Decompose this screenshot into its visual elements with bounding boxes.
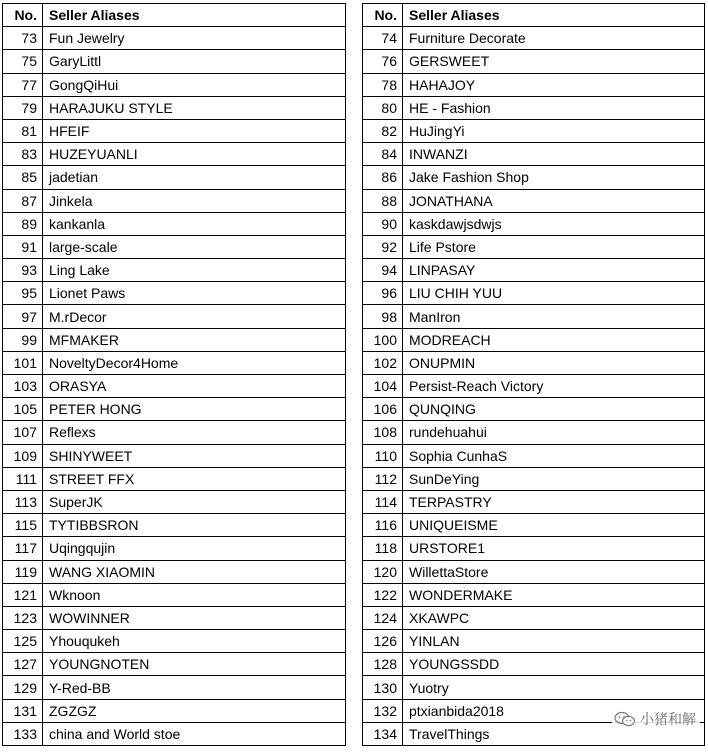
row-number: 121 <box>3 583 43 606</box>
table-row <box>3 282 346 305</box>
header-seller-aliases: Seller Aliases <box>43 4 346 27</box>
table-row <box>3 653 346 676</box>
table-row <box>3 166 346 189</box>
row-number: 89 <box>3 212 43 235</box>
seller-alias: Y-Red-BB <box>43 676 346 699</box>
seller-alias: GongQiHui <box>43 73 346 96</box>
row-number: 90 <box>363 212 403 235</box>
seller-alias: kaskdawjsdwjs <box>403 212 705 235</box>
seller-alias: HAHAJOY <box>403 73 705 96</box>
seller-alias: YOUNGSSDD <box>403 653 705 676</box>
seller-alias: STREET FFX <box>43 467 346 490</box>
seller-alias: ManIron <box>403 305 705 328</box>
seller-alias: ptxianbida2018 <box>403 699 705 722</box>
seller-alias: Yhouqukeh <box>43 630 346 653</box>
seller-alias: YINLAN <box>403 630 705 653</box>
row-number: 100 <box>363 328 403 351</box>
seller-alias: HUZEYUANLI <box>43 143 346 166</box>
table-row <box>363 282 705 305</box>
row-number: 116 <box>363 514 403 537</box>
row-number: 130 <box>363 676 403 699</box>
row-number: 102 <box>363 351 403 374</box>
seller-alias: Ling Lake <box>43 259 346 282</box>
seller-alias: Reflexs <box>43 421 346 444</box>
seller-alias: Fun Jewelry <box>43 27 346 50</box>
seller-alias: SHINYWEET <box>43 444 346 467</box>
seller-alias: SunDeYing <box>403 467 705 490</box>
seller-alias: Wknoon <box>43 583 346 606</box>
table-row <box>3 375 346 398</box>
row-number: 96 <box>363 282 403 305</box>
seller-alias: QUNQING <box>403 398 705 421</box>
row-number: 114 <box>363 490 403 513</box>
seller-alias: ZGZGZ <box>43 699 346 722</box>
row-number: 124 <box>363 606 403 629</box>
table-row <box>3 537 346 560</box>
seller-alias: ONUPMIN <box>403 351 705 374</box>
seller-alias: rundehuahui <box>403 421 705 444</box>
table-row <box>363 653 705 676</box>
row-number: 108 <box>363 421 403 444</box>
table-row <box>363 444 705 467</box>
row-number: 111 <box>3 467 43 490</box>
seller-alias: Uqingqujin <box>43 537 346 560</box>
row-number: 83 <box>3 143 43 166</box>
row-number: 84 <box>363 143 403 166</box>
row-number: 80 <box>363 96 403 119</box>
row-number: 78 <box>363 73 403 96</box>
seller-alias: URSTORE1 <box>403 537 705 560</box>
seller-alias: WillettaStore <box>403 560 705 583</box>
seller-alias: SuperJK <box>43 490 346 513</box>
table-row <box>363 375 705 398</box>
seller-alias: XKAWPC <box>403 606 705 629</box>
seller-alias: Persist-Reach Victory <box>403 375 705 398</box>
seller-alias: LIU CHIH YUU <box>403 282 705 305</box>
row-number: 115 <box>3 514 43 537</box>
table-row <box>363 189 705 212</box>
row-number: 99 <box>3 328 43 351</box>
row-number: 74 <box>363 27 403 50</box>
row-number: 82 <box>363 119 403 142</box>
row-number: 91 <box>3 235 43 258</box>
table-row <box>363 421 705 444</box>
seller-alias: HARAJUKU STYLE <box>43 96 346 119</box>
row-number: 79 <box>3 96 43 119</box>
table-row <box>3 699 346 722</box>
row-number: 129 <box>3 676 43 699</box>
table-row <box>3 328 346 351</box>
table-row <box>3 212 346 235</box>
wechat-icon <box>614 711 636 727</box>
row-number: 105 <box>3 398 43 421</box>
seller-alias: Furniture Decorate <box>403 27 705 50</box>
seller-alias: INWANZI <box>403 143 705 166</box>
seller-table-left <box>2 3 346 746</box>
row-number: 125 <box>3 630 43 653</box>
row-number: 73 <box>3 27 43 50</box>
row-number: 87 <box>3 189 43 212</box>
row-number: 127 <box>3 653 43 676</box>
row-number: 107 <box>3 421 43 444</box>
table-row <box>363 467 705 490</box>
table-row <box>3 421 346 444</box>
watermark-text: 小猪和解 <box>640 711 696 727</box>
table-row <box>3 467 346 490</box>
row-number: 77 <box>3 73 43 96</box>
table-row <box>363 560 705 583</box>
row-number: 86 <box>363 166 403 189</box>
table-row <box>3 305 346 328</box>
row-number: 132 <box>363 699 403 722</box>
table-header-row <box>363 4 705 27</box>
table-body-right <box>363 27 705 746</box>
table-row <box>3 27 346 50</box>
seller-alias: TYTIBBSRON <box>43 514 346 537</box>
seller-alias: china and World stoe <box>43 722 346 745</box>
watermark <box>612 708 700 730</box>
table-row <box>3 490 346 513</box>
row-number: 81 <box>3 119 43 142</box>
table-row <box>363 96 705 119</box>
table-row <box>3 259 346 282</box>
seller-alias: MFMAKER <box>43 328 346 351</box>
table-row <box>363 73 705 96</box>
table-row <box>363 537 705 560</box>
seller-alias: kankanla <box>43 212 346 235</box>
table-row <box>3 50 346 73</box>
table-row <box>3 143 346 166</box>
table-row <box>363 630 705 653</box>
seller-alias: WANG XIAOMIN <box>43 560 346 583</box>
row-number: 94 <box>363 259 403 282</box>
row-number: 133 <box>3 722 43 745</box>
table-row <box>363 351 705 374</box>
table-row <box>363 606 705 629</box>
table-row <box>363 166 705 189</box>
header-no: No. <box>3 4 43 27</box>
row-number: 109 <box>3 444 43 467</box>
row-number: 119 <box>3 560 43 583</box>
table-row <box>363 490 705 513</box>
row-number: 113 <box>3 490 43 513</box>
row-number: 88 <box>363 189 403 212</box>
row-number: 112 <box>363 467 403 490</box>
seller-alias: UNIQUEISME <box>403 514 705 537</box>
seller-alias: NoveltyDecor4Home <box>43 351 346 374</box>
table-row <box>3 119 346 142</box>
table-row <box>363 514 705 537</box>
header-no: No. <box>363 4 403 27</box>
seller-alias: Yuotry <box>403 676 705 699</box>
table-row <box>363 143 705 166</box>
row-number: 118 <box>363 537 403 560</box>
table-row <box>363 328 705 351</box>
table-row <box>3 73 346 96</box>
seller-alias: ORASYA <box>43 375 346 398</box>
seller-alias: Sophia CunhaS <box>403 444 705 467</box>
seller-table-right <box>362 3 705 746</box>
table-row <box>3 398 346 421</box>
table-row <box>3 676 346 699</box>
header-seller-aliases: Seller Aliases <box>403 4 705 27</box>
table-row <box>363 235 705 258</box>
row-number: 104 <box>363 375 403 398</box>
seller-alias: HuJingYi <box>403 119 705 142</box>
seller-alias: Life Pstore <box>403 235 705 258</box>
table-row <box>363 305 705 328</box>
table-row <box>3 583 346 606</box>
seller-alias: HFEIF <box>43 119 346 142</box>
seller-alias: PETER HONG <box>43 398 346 421</box>
row-number: 117 <box>3 537 43 560</box>
row-number: 126 <box>363 630 403 653</box>
seller-alias: Jake Fashion Shop <box>403 166 705 189</box>
seller-alias: MODREACH <box>403 328 705 351</box>
table-row <box>363 259 705 282</box>
table-row <box>3 630 346 653</box>
seller-alias: large-scale <box>43 235 346 258</box>
row-number: 85 <box>3 166 43 189</box>
table-row <box>363 398 705 421</box>
seller-alias: M.rDecor <box>43 305 346 328</box>
seller-alias: Lionet Paws <box>43 282 346 305</box>
table-row <box>3 444 346 467</box>
table-row <box>3 560 346 583</box>
table-row <box>363 119 705 142</box>
row-number: 131 <box>3 699 43 722</box>
row-number: 92 <box>363 235 403 258</box>
row-number: 134 <box>363 722 403 745</box>
row-number: 75 <box>3 50 43 73</box>
table-row <box>363 676 705 699</box>
table-row <box>3 514 346 537</box>
seller-alias: WOWINNER <box>43 606 346 629</box>
table-row <box>3 189 346 212</box>
seller-alias: TERPASTRY <box>403 490 705 513</box>
table-row <box>3 351 346 374</box>
seller-alias: WONDERMAKE <box>403 583 705 606</box>
seller-alias: HE - Fashion <box>403 96 705 119</box>
table-row <box>3 96 346 119</box>
table-row <box>3 606 346 629</box>
row-number: 103 <box>3 375 43 398</box>
seller-alias: Jinkela <box>43 189 346 212</box>
seller-alias: TravelThings <box>403 722 705 745</box>
row-number: 122 <box>363 583 403 606</box>
seller-alias: GERSWEET <box>403 50 705 73</box>
table-row <box>3 722 346 745</box>
seller-alias: LINPASAY <box>403 259 705 282</box>
table-row <box>363 50 705 73</box>
seller-alias: YOUNGNOTEN <box>43 653 346 676</box>
row-number: 110 <box>363 444 403 467</box>
row-number: 123 <box>3 606 43 629</box>
seller-alias: GaryLittl <box>43 50 346 73</box>
table-row <box>363 212 705 235</box>
row-number: 98 <box>363 305 403 328</box>
table-row <box>363 27 705 50</box>
table-header-row <box>3 4 346 27</box>
row-number: 120 <box>363 560 403 583</box>
seller-alias: jadetian <box>43 166 346 189</box>
table-row <box>3 235 346 258</box>
row-number: 93 <box>3 259 43 282</box>
seller-alias: JONATHANA <box>403 189 705 212</box>
table-row <box>363 583 705 606</box>
row-number: 76 <box>363 50 403 73</box>
row-number: 97 <box>3 305 43 328</box>
table-body-left <box>3 27 346 746</box>
row-number: 95 <box>3 282 43 305</box>
row-number: 128 <box>363 653 403 676</box>
row-number: 101 <box>3 351 43 374</box>
row-number: 106 <box>363 398 403 421</box>
